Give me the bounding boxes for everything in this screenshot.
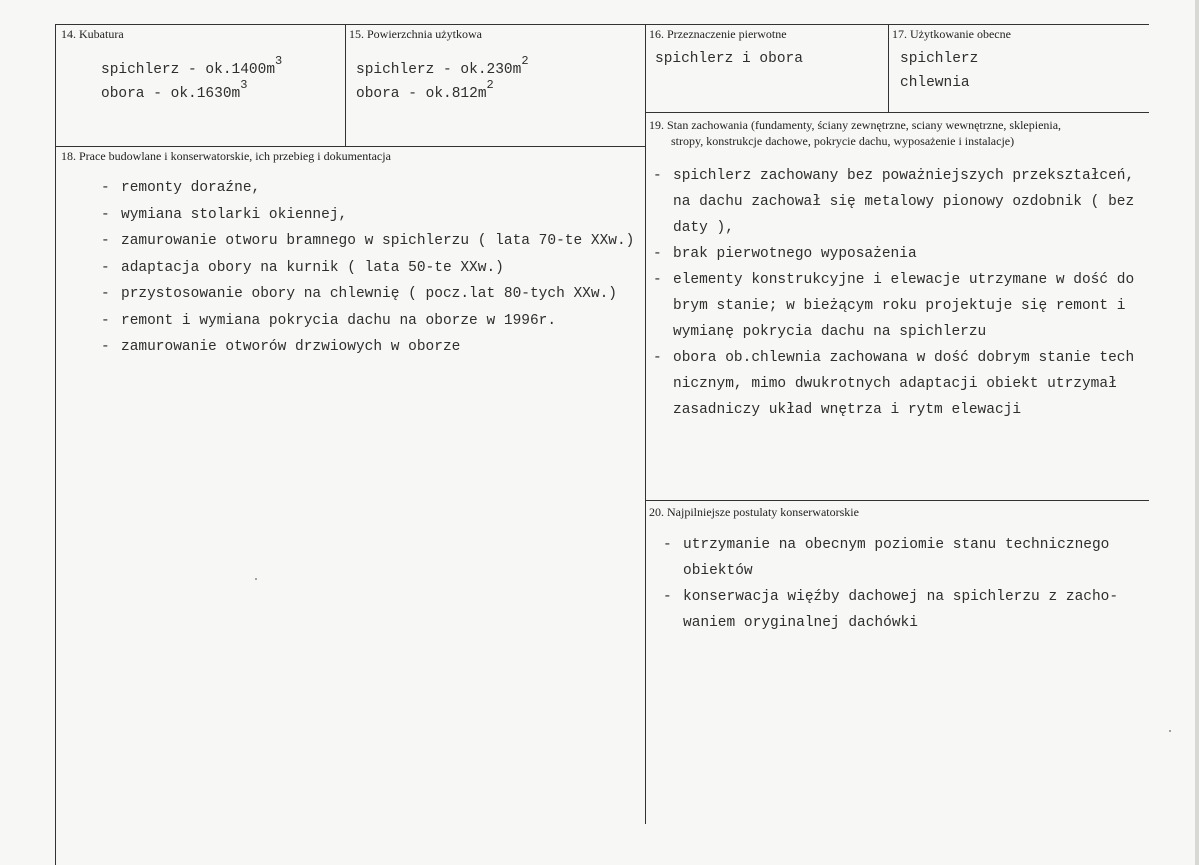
page-edge-shadow: [1195, 0, 1199, 865]
field-18-item: - remont i wymiana pokrycia dachu na oborze w 1996r.: [101, 312, 557, 329]
field-15-value-2: obora - ok.812m: [356, 86, 487, 102]
field-14-line-1: [101, 54, 283, 78]
field-17-value-2: chlewnia: [900, 75, 970, 91]
field-14-value-2: obora - ok.1630m: [101, 86, 241, 102]
field-15-label: 15. Powierzchnia użytkowa: [349, 27, 482, 41]
field-16-value: spichlerz i obora: [655, 51, 803, 67]
field-18-item: - zamurowanie otworów drzwiowych w oborze: [101, 339, 461, 355]
field-19-item: - obora ob.chlewnia zachowana w dość dobrym stanie tech: [653, 350, 1135, 366]
field-18-item: - remonty doraźne,: [101, 180, 261, 196]
field-20-item-continuation: waniem oryginalnej dachówki: [683, 615, 918, 631]
field-18-label: 18. Prace budowlane i konserwatorskie, ich przebieg i dokumentacja: [61, 149, 391, 163]
scan-speck: [255, 578, 257, 580]
field-20-label: 20. Najpilniejsze postulaty konserwatorskie: [649, 505, 859, 519]
field-15-unit-exp-1: 2: [521, 54, 529, 68]
divider-16-17: [888, 24, 889, 112]
field-15-unit-exp-2: 2: [486, 78, 494, 92]
field-15-line-2: [356, 78, 494, 102]
field-19-item-continuation: wymianę pokrycia dachu na spichlerzu: [673, 324, 987, 340]
field-16-label: 16. Przeznaczenie pierwotne: [649, 27, 787, 41]
field-14-unit-exp-2: 3: [240, 78, 248, 92]
field-19-item-continuation: na dachu zachował się metalowy pionowy ozdobnik ( bez: [673, 194, 1135, 210]
field-19-item-continuation: zasadniczy układ wnętrza i rytm elewacji: [673, 402, 1022, 418]
top-border-line: [55, 24, 1149, 25]
field-19-item: - elementy konstrukcyjne i elewacje utrzymane w dość do: [653, 272, 1135, 288]
left-border-line: [55, 24, 56, 865]
field-14-unit-exp-1: 3: [275, 54, 283, 68]
center-divider-line: [645, 24, 646, 824]
field-14-value-1: spichlerz - ok.1400m: [101, 62, 276, 78]
line-under-19: [645, 500, 1149, 501]
field-15-value-1: spichlerz - ok.230m: [356, 62, 522, 78]
field-19-item: - brak pierwotnego wyposażenia: [653, 246, 917, 262]
field-17-label: 17. Użytkowanie obecne: [892, 27, 1011, 41]
field-19-list: [653, 168, 1134, 428]
field-20-item-continuation: obiektów: [683, 563, 753, 579]
field-18-item: - zamurowanie otworu bramnego w spichlerzu ( lata 70-te XXw.): [101, 233, 635, 249]
field-19-item: - spichlerz zachowany bez poważniejszych przekształceń,: [653, 168, 1135, 184]
field-18-item: - wymiana stolarki okiennej,: [101, 206, 348, 223]
field-18-list: [101, 180, 634, 366]
line-under-16-17: [645, 112, 1149, 113]
field-15-line-1: [356, 54, 529, 78]
field-19-item-continuation: nicznym, mimo dwukrotnych adaptacji obiekt utrzymał: [673, 376, 1117, 392]
field-20-item: - konserwacja więźby dachowej na spichlerzu z zacho-: [663, 589, 1119, 605]
field-14-label: 14. Kubatura: [61, 27, 124, 41]
line-under-14-15: [55, 146, 645, 147]
field-17-value-1: spichlerz: [900, 51, 979, 67]
field-20-item: - utrzymanie na obecnym poziomie stanu technicznego: [663, 537, 1110, 553]
field-18-item: - przystosowanie obory na chlewnię ( pocz.lat 80-tych XXw.): [101, 286, 617, 302]
scan-speck: [1169, 730, 1171, 732]
field-14-line-2: [101, 78, 248, 102]
field-19-label-line-2: stropy, konstrukcje dachowe, pokrycie dachu, wyposażenie i instalacje): [671, 134, 1015, 148]
field-18-item: - adaptacja obory na kurnik ( lata 50-te XXw.): [101, 259, 504, 276]
field-20-list: [663, 537, 1118, 641]
divider-14-15: [345, 24, 346, 146]
field-19-label-line-1: 19. Stan zachowania (fundamenty, ściany zewnętrzne, sciany wewnętrzne, sklepienia,: [649, 118, 1062, 132]
field-19-item-continuation: daty ),: [673, 220, 734, 236]
field-19-item-continuation: brym stanie; w bieżącym roku projektuje się remont i: [673, 298, 1126, 314]
